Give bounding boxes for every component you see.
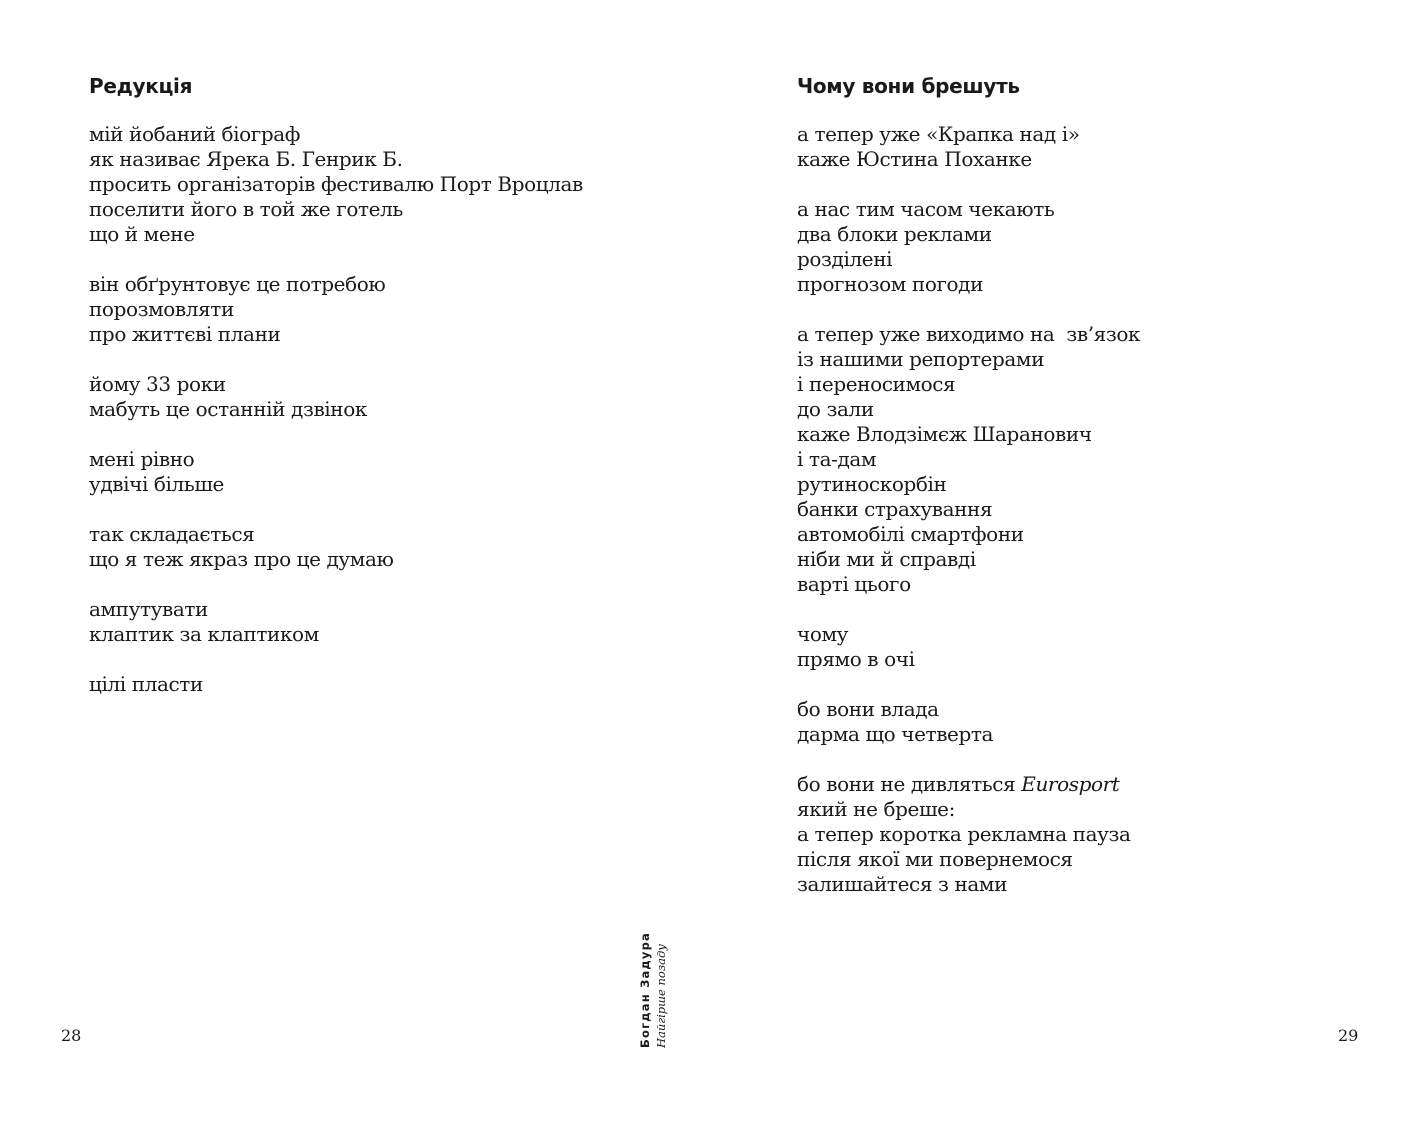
- stanza: [797, 197, 1140, 297]
- poem-line: що я теж якраз про це думаю: [89, 547, 394, 571]
- poem-line: а нас тим часом чекають: [797, 197, 1055, 221]
- poem-line: а тепер коротка рекламна пауза: [797, 822, 1131, 846]
- poem-line: поселити його в той же готель: [89, 197, 403, 221]
- poem-line: дарма що четверта: [797, 722, 994, 746]
- poem-line: [797, 772, 1140, 797]
- poem-line: мій йобаний біограф: [89, 122, 301, 146]
- poem-line-text: бо вони не дивляться: [797, 772, 1022, 796]
- poem-line: каже Влодзімєж Шаранович: [797, 422, 1092, 446]
- poem-line: чому: [797, 622, 848, 646]
- poem-line: мабуть це останній дзвінок: [89, 397, 367, 421]
- poem-line: із нашими репортерами: [797, 347, 1045, 371]
- stanza: [89, 597, 583, 647]
- poem-line: порозмовляти: [89, 297, 234, 321]
- poem-line: удвічі більше: [89, 472, 224, 496]
- poem-line: каже Юстина Поханке: [797, 147, 1032, 171]
- poem-line: бо вони влада: [797, 697, 939, 721]
- poem-line: після якої ми повернемося: [797, 847, 1073, 871]
- poem-line: рутиноскорбін: [797, 472, 947, 496]
- poem-line: мені рівно: [89, 447, 195, 471]
- stanza: [797, 322, 1140, 597]
- poem-title: Редукція: [89, 74, 193, 98]
- stanza: [797, 697, 1140, 747]
- running-head-author: Богдан Задура: [638, 932, 652, 1048]
- poem-title: Чому вони брешуть: [797, 74, 1020, 98]
- poem-line: розділені: [797, 247, 893, 271]
- running-head: [637, 932, 671, 1048]
- stanza: [797, 772, 1140, 897]
- poem-line: автомобілі смартфони: [797, 522, 1024, 546]
- stanza: [89, 372, 583, 422]
- poem-line: йому 33 роки: [89, 372, 226, 396]
- poem-line: ніби ми й справді: [797, 547, 976, 571]
- poem-line: а тепер уже «Крапка над і»: [797, 122, 1080, 146]
- poem-line: і та-дам: [797, 447, 877, 471]
- page-number: 29: [1338, 1026, 1359, 1045]
- poem-line: банки страхування: [797, 497, 993, 521]
- stanza: [797, 122, 1140, 172]
- poem-line: варті цього: [797, 572, 911, 596]
- poem-line: як називає Ярека Б. Генрик Б.: [89, 147, 403, 171]
- poem-line: цілі пласти: [89, 672, 203, 696]
- poem-line-italic-word: Eurosport: [1021, 772, 1120, 796]
- stanza: [797, 622, 1140, 672]
- left-page: [0, 0, 708, 1122]
- poem-line: ампутувати: [89, 597, 208, 621]
- poem-line: що й мене: [89, 222, 195, 246]
- stanza: [89, 672, 583, 697]
- poem-line: і переносимося: [797, 372, 956, 396]
- stanza: [89, 447, 583, 497]
- poem-line: про життєві плани: [89, 322, 281, 346]
- poem-line: клаптик за клаптиком: [89, 622, 319, 646]
- poem-line: просить організаторів фестивалю Порт Вроцлав: [89, 172, 583, 196]
- poem-line: прогнозом погоди: [797, 272, 984, 296]
- poem-line: який не бреше:: [797, 797, 955, 821]
- poem-line: до зали: [797, 397, 874, 421]
- poem-line: він обґрунтовує це потребою: [89, 272, 386, 296]
- poem-reduktsiia: [89, 72, 583, 722]
- poem-line: а тепер уже виходимо на зв’язок: [797, 322, 1141, 346]
- stanza: [89, 122, 583, 247]
- stanza: [89, 522, 583, 572]
- poem-line: два блоки реклами: [797, 222, 992, 246]
- stanza: [89, 272, 583, 347]
- poem-line: прямо в очі: [797, 647, 915, 671]
- poem-line: залишайтеся з нами: [797, 872, 1007, 896]
- running-head-book-title: Найгірше позаду: [654, 944, 668, 1048]
- poem-chomu-vony-breshut: [797, 72, 1140, 922]
- poem-line: так складається: [89, 522, 255, 546]
- right-page: [708, 0, 1417, 1122]
- page-number: 28: [61, 1026, 82, 1045]
